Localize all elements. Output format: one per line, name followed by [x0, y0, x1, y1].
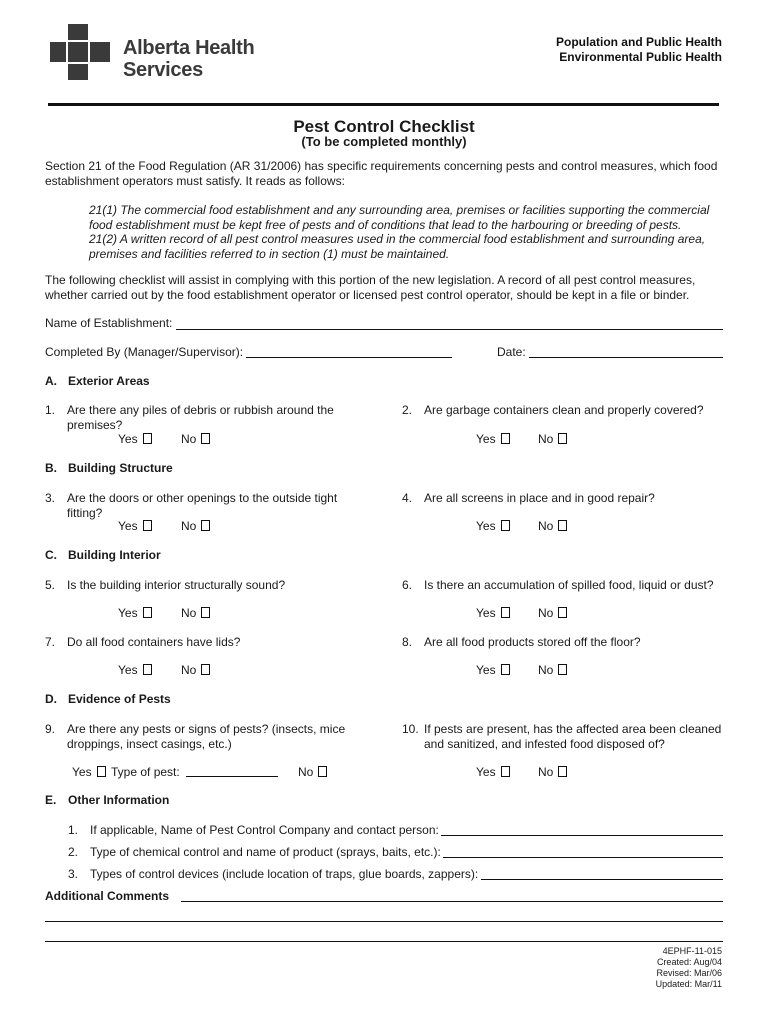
section-title: Exterior Areas: [68, 374, 150, 388]
date-field[interactable]: [529, 357, 723, 358]
logo-line-2: Services: [123, 59, 203, 81]
regulation-line-2: food establishment must be kept free of pests and of conditions that lead to the harbouring or breeding of pests.: [89, 217, 682, 232]
type-of-pest-field[interactable]: [186, 776, 278, 777]
question-text: [67, 635, 240, 650]
assist-paragraph: [45, 273, 725, 303]
section-letter: A.: [45, 374, 57, 388]
question-line: Are garbage containers clean and properly covered?: [424, 403, 704, 417]
question-text: [424, 403, 704, 418]
logo-wordmark: [123, 37, 254, 81]
other-info-2-number: 2.: [68, 845, 79, 859]
checkbox-no[interactable]: [318, 766, 327, 777]
q7-yes[interactable]: [118, 663, 152, 677]
chemical-control-field[interactable]: [443, 857, 723, 858]
q3-no[interactable]: [181, 519, 210, 533]
question-5: [45, 578, 375, 593]
q6-no[interactable]: [538, 606, 567, 620]
question-2: [402, 403, 732, 418]
question-line: Are the doors or other openings to the outside tight: [67, 491, 338, 505]
yes-label: Yes: [476, 765, 496, 779]
other-info-1-label: If applicable, Name of Pest Control Company and contact person:: [90, 823, 439, 837]
checkbox-yes[interactable]: [143, 520, 152, 531]
question-number: 10.: [402, 722, 419, 736]
assist-line-1: The following checklist will assist in complying with this portion of the new legislation. A record of all pest control measures,: [45, 273, 696, 287]
question-number: 9.: [45, 722, 56, 736]
checkbox-no[interactable]: [558, 607, 567, 618]
section-e-heading: [45, 793, 169, 807]
yes-label: Yes: [118, 432, 138, 446]
question-line: Is there an accumulation of spilled food, liquid or dust?: [424, 578, 714, 592]
question-text: [424, 491, 655, 506]
additional-comments-field-1[interactable]: [181, 901, 723, 902]
section-letter: B.: [45, 461, 57, 475]
yes-label: Yes: [476, 519, 496, 533]
ahs-logo: [50, 24, 260, 80]
question-line: Are there any pests or signs of pests? (insects, mice: [67, 722, 346, 736]
question-number: 3.: [45, 491, 56, 505]
ahs-cross-logo-icon: [50, 24, 112, 80]
date-label: Date:: [497, 345, 526, 359]
question-line: Are there any piles of debris or rubbish around the: [67, 403, 334, 417]
question-1: [45, 403, 375, 433]
q10-yes[interactable]: [476, 765, 510, 779]
type-of-pest-label: Type of pest:: [111, 765, 180, 779]
question-9: [45, 722, 375, 752]
q8-yes[interactable]: [476, 663, 510, 677]
checkbox-no[interactable]: [558, 664, 567, 675]
logo-line-1: Alberta Health: [123, 37, 255, 59]
checkbox-yes[interactable]: [97, 766, 106, 777]
question-line: Are all screens in place and in good repair?: [424, 491, 655, 505]
section-letter: D.: [45, 692, 57, 706]
checkbox-no[interactable]: [558, 520, 567, 531]
section-letter: C.: [45, 548, 57, 562]
establishment-field[interactable]: [176, 329, 723, 330]
question-line: If pests are present, has the affected area been cleaned: [424, 722, 722, 736]
additional-comments-field-2[interactable]: [45, 921, 723, 922]
department-name: [556, 35, 722, 65]
question-line: Is the building interior structurally sound?: [67, 578, 286, 592]
org-line-1: Population and Public Health: [555, 35, 722, 49]
completed-by-label: Completed By (Manager/Supervisor):: [45, 345, 244, 359]
no-label: No: [538, 432, 554, 446]
assist-line-2: whether carried out by the food establishment operator or licensed pest control operator, should be kept in a file or binder.: [45, 288, 690, 302]
question-number: 4.: [402, 491, 413, 505]
regulation-line-3: 21(2) A written record of all pest control measures used in the commercial food establishment and surrounding area,: [89, 232, 706, 246]
question-number: 8.: [402, 635, 413, 649]
question-text: [424, 578, 714, 593]
additional-comments-label: Additional Comments: [45, 889, 170, 903]
checkbox-no[interactable]: [201, 607, 210, 618]
section-letter: E.: [45, 793, 57, 807]
section-c-heading: [45, 548, 161, 562]
checkbox-yes[interactable]: [501, 766, 510, 777]
yes-label: Yes: [476, 663, 496, 677]
yes-label: Yes: [476, 432, 496, 446]
q4-yes[interactable]: [476, 519, 510, 533]
establishment-label: Name of Establishment:: [45, 316, 173, 330]
question-4: [402, 491, 732, 506]
created-date: Created: Aug/04: [656, 957, 722, 967]
regulation-line-1: 21(1) The commercial food establishment and any surrounding area, premises or facilities supporting the commercial: [89, 203, 710, 217]
q4-no[interactable]: [538, 519, 567, 533]
section-d-heading: [45, 692, 171, 706]
question-3: [45, 491, 375, 521]
checkbox-yes[interactable]: [143, 607, 152, 618]
page-title: Pest Control Checklist: [293, 117, 475, 136]
checkbox-yes[interactable]: [501, 433, 510, 444]
other-info-1-number: 1.: [68, 823, 79, 837]
question-number: 6.: [402, 578, 413, 592]
question-6: [402, 578, 732, 593]
additional-comments-field-3[interactable]: [45, 941, 723, 942]
org-line-2: Environmental Public Health: [559, 50, 722, 64]
question-line: fitting?: [67, 506, 103, 520]
form-code: 4EPHF-11-015: [662, 946, 722, 956]
section-title: Other Information: [68, 793, 170, 807]
no-label: No: [181, 606, 197, 620]
completed-by-field[interactable]: [246, 357, 452, 358]
page-subtitle: (To be completed monthly): [301, 134, 467, 149]
regulation-line-4: premises and facilities referred to in section (1) must be maintained.: [89, 246, 450, 261]
question-text: [67, 722, 345, 752]
q10-no[interactable]: [538, 765, 567, 779]
question-number: 1.: [45, 403, 56, 417]
question-7: [45, 635, 375, 650]
q2-yes[interactable]: [476, 432, 510, 446]
question-text: [67, 403, 334, 433]
form-footer: [656, 946, 722, 990]
regulation-quote: [89, 203, 725, 261]
no-label: No: [538, 765, 554, 779]
q3-yes[interactable]: [118, 519, 152, 533]
header-divider: [48, 103, 719, 106]
question-number: 2.: [402, 403, 413, 417]
question-number: 7.: [45, 635, 56, 649]
checkbox-no[interactable]: [558, 766, 567, 777]
question-text: [67, 491, 337, 521]
section-b-heading: [45, 461, 173, 475]
other-info-2-label: Type of chemical control and name of product (sprays, baits, etc.):: [90, 845, 441, 859]
pest-control-company-field[interactable]: [441, 835, 723, 836]
q8-no[interactable]: [538, 663, 567, 677]
checkbox-no[interactable]: [201, 433, 210, 444]
q1-no[interactable]: [181, 432, 210, 446]
yes-label: Yes: [118, 606, 138, 620]
checkbox-yes[interactable]: [143, 433, 152, 444]
no-label: No: [181, 432, 197, 446]
q9-yes[interactable]: [72, 765, 106, 779]
question-line: premises?: [67, 418, 123, 432]
question-text: [67, 578, 285, 593]
question-line: droppings, insect casings, etc.): [67, 737, 232, 751]
q2-no[interactable]: [538, 432, 567, 446]
checkbox-yes[interactable]: [501, 664, 510, 675]
other-info-3-number: 3.: [68, 867, 79, 881]
intro-paragraph: [45, 159, 725, 189]
no-label: No: [181, 519, 197, 533]
intro-line-1: Section 21 of the Food Regulation (AR 31/2006) has specific requirements concerning pests and control measures, which food: [45, 159, 718, 173]
question-line: Do all food containers have lids?: [67, 635, 241, 649]
q7-no[interactable]: [181, 663, 210, 677]
q5-no[interactable]: [181, 606, 210, 620]
section-title: Evidence of Pests: [68, 692, 171, 706]
section-title: Building Interior: [68, 548, 161, 562]
q6-yes[interactable]: [476, 606, 510, 620]
intro-line-2: establishment operators must satisfy. It reads as follows:: [45, 174, 345, 188]
question-text: [424, 635, 641, 650]
yes-label: Yes: [72, 765, 92, 779]
checkbox-no[interactable]: [558, 433, 567, 444]
yes-label: Yes: [118, 519, 138, 533]
no-label: No: [538, 606, 554, 620]
section-a-heading: [45, 374, 150, 388]
yes-label: Yes: [118, 663, 138, 677]
question-8: [402, 635, 732, 650]
question-10: [402, 722, 742, 752]
checkbox-yes[interactable]: [501, 520, 510, 531]
control-devices-field[interactable]: [481, 879, 723, 880]
no-label: No: [181, 663, 197, 677]
q9-no[interactable]: [298, 765, 327, 779]
q1-yes[interactable]: [118, 432, 152, 446]
no-label: No: [298, 765, 314, 779]
yes-label: Yes: [476, 606, 496, 620]
no-label: No: [538, 519, 554, 533]
question-line: Are all food products stored off the floor?: [424, 635, 641, 649]
section-title: Building Structure: [68, 461, 173, 475]
checkbox-no[interactable]: [201, 664, 210, 675]
no-label: No: [538, 663, 554, 677]
other-info-3-label: Types of control devices (include location of traps, glue boards, zappers):: [90, 867, 479, 881]
question-text: [424, 722, 721, 752]
updated-date: Updated: Mar/11: [655, 979, 722, 989]
checkbox-yes[interactable]: [501, 607, 510, 618]
q5-yes[interactable]: [118, 606, 152, 620]
checkbox-yes[interactable]: [143, 664, 152, 675]
revised-date: Revised: Mar/06: [656, 968, 722, 978]
question-line: and sanitized, and infested food disposed of?: [424, 737, 665, 751]
checkbox-no[interactable]: [201, 520, 210, 531]
question-number: 5.: [45, 578, 56, 592]
